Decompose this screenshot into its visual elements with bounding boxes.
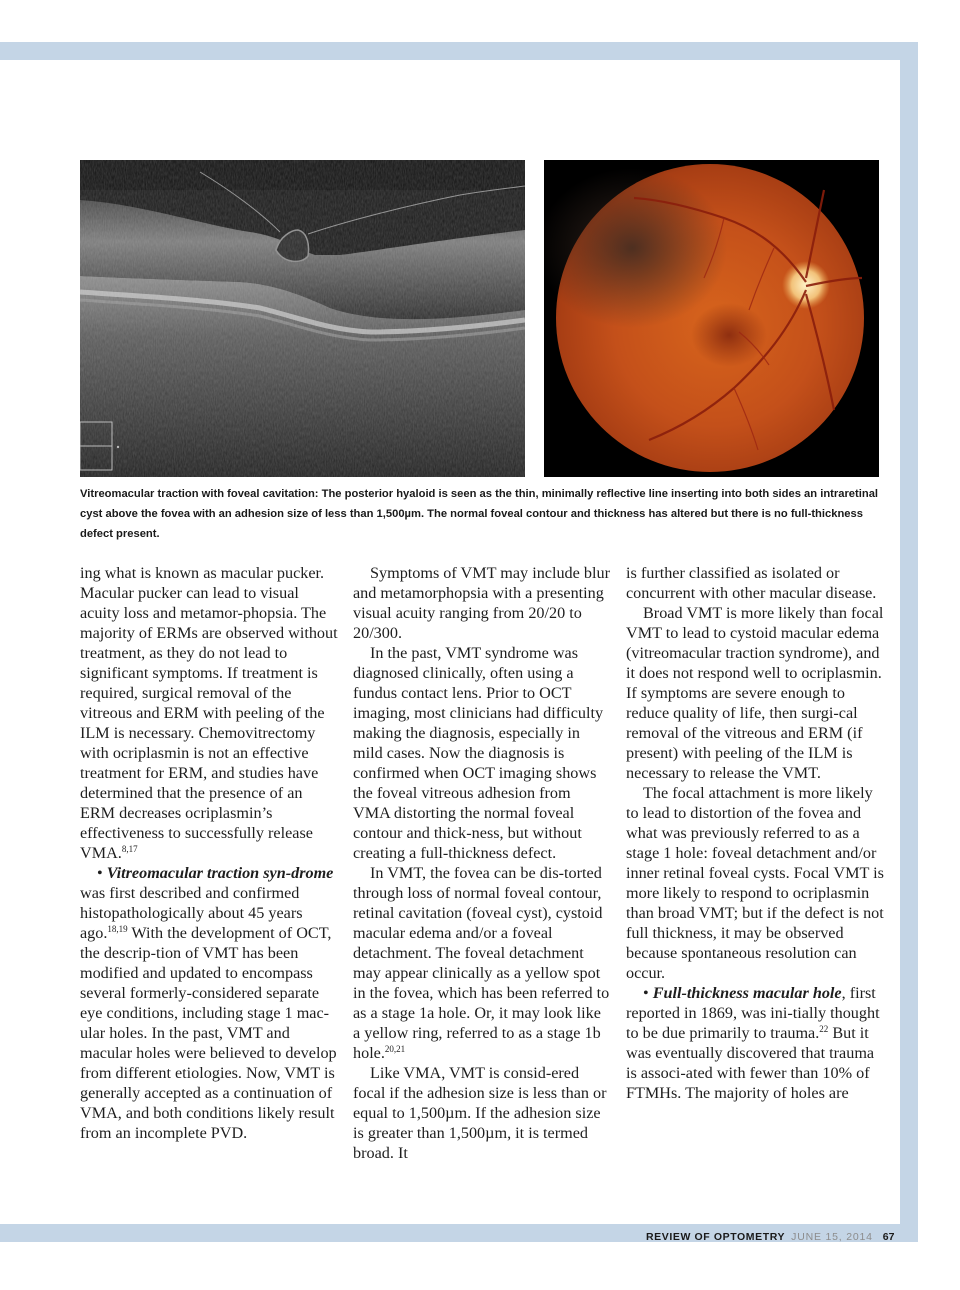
paragraph: Broad VMT is more likely than focal VMT to lead to cystoid macular edema (vitreomacular traction syndrome), and it does not respond well to ocriplasmin. If symptoms are severe enough to reduce quality of life, then surgi-cal removal of the vitreous and ERM (if present) with peeling of the ILM is necessary to release the VMT. [626, 604, 884, 782]
paragraph: Symptoms of VMT may include blur and metamorphopsia with a presenting visual acuity ranging from 20/20 to 20/300. [353, 564, 610, 642]
paragraph-text: But it was eventually discovered that trauma is associ-ated with fewer than 10% of FTMHs. The majority of holes are [626, 1024, 875, 1102]
oct-scan-image [80, 160, 525, 477]
figure-caption: Vitreomacular traction with foveal cavitation: The posterior hyaloid is seen as the thin, minimally reflective line inserting into both sides an intraretinal cyst above the fovea with an adhesion size of less than 1,500µm. The normal foveal contour and thickness has altered but there is no full-thickness defect present. [80, 488, 879, 540]
citation-ref: 18,19 [107, 924, 128, 934]
citation-ref: 20,21 [384, 1044, 406, 1054]
page-frame-top [0, 42, 918, 60]
publication-name: REVIEW OF OPTOMETRY [646, 1231, 786, 1243]
paragraph-text: ing what is known as macular pucker. Macular pucker can lead to visual acuity loss and metamor-phopsia. The majority of ERMs are observed without treatment, as they do not lead to significant symptoms. If treatment is required, surgical removal of the vitreous and ERM with peeling of the ILM is necessary. Chemovitrectomy with ocriplasmin is not an effective treatment for ERM, and studies have determined that the presence of an ERM decreases ocriplasmin’s effectiveness to successfully release VMA. [80, 564, 338, 862]
paragraph [80, 863, 338, 1143]
citation-ref: 8,17 [121, 844, 138, 854]
paragraph: Like VMA, VMT is consid-ered focal if the adhesion size is less than or equal to 1,500µm. If the adhesion size is greater than 1,500µm, it is termed broad. It [353, 1064, 607, 1162]
paragraph [80, 563, 338, 863]
citation-ref: 22 [819, 1024, 829, 1034]
fundus-graphic [544, 160, 879, 477]
bullet-marker: • [97, 864, 107, 882]
paragraph: The focal attachment is more likely to lead to distortion of the fovea and what was previously referred to as a stage 1 hole: foveal detachment and/or inner retinal foveal cysts. Focal VMT is more likely to respond to ocriplasmin than broad VMT; but if the defect is not full thickness, it may be observed because spontaneous resolution can occur. [626, 784, 884, 982]
page-number: 67 [882, 1231, 895, 1243]
oct-scan-graphic [80, 160, 525, 477]
section-term: Full-thickness macular hole [652, 984, 842, 1002]
paragraph-text: was first described and confirmed histopathologically about 45 years ago. [80, 884, 303, 942]
paragraph: is further classified as isolated or concurrent with other macular disease. [626, 564, 877, 602]
text-column-1 [80, 563, 338, 1143]
page-frame-right [900, 42, 918, 1242]
paragraph: In the past, VMT syndrome was diagnosed clinically, often using a fundus contact lens. Prior to OCT imaging, most clinicians had difficulty making the diagnosis, especially in mild cases. Now the diagnosis is confirmed when OCT imaging shows the foveal vitreous adhesion from VMA distorting the normal foveal contour and thick-ness, but without creating a full-thickness defect. [353, 644, 604, 862]
fundus-photograph [544, 160, 879, 477]
paragraph-text: With the development of OCT, the descrip-tion of VMT has been modified and updated to encompass several formerly-considered separate eye conditions, including stage 1 mac-ular holes. In the past, VMT and macular holes were believed to develop from different etiologies. Now, VMT is generally accepted as a continuation of VMA, and both conditions likely result from an incomplete PVD. [80, 924, 337, 1142]
text-column-2 [353, 563, 611, 1163]
section-term: Vitreomacular traction syn-drome [106, 864, 334, 882]
paragraph [626, 983, 884, 1103]
issue-date: JUNE 15, 2014 [791, 1231, 873, 1243]
paragraph-text: In VMT, the fovea can be dis-torted through loss of normal foveal contour, retinal cavitation (foveal cyst), cystoid macular edema and/or a foveal detachment. The foveal detachment may appear clinically as a yellow spot in the fovea, which has been referred to as a stage 1a hole. Or, it may look like a yellow ring, referred to as a stage 1b hole. [353, 864, 610, 1062]
text-column-3 [626, 563, 884, 1103]
paragraph-text: , first reported in 1869, was ini-tially thought to be due primarily to trauma. [626, 984, 880, 1042]
bullet-marker: • [643, 984, 653, 1002]
page-footer [646, 1230, 894, 1244]
paragraph [353, 863, 611, 1063]
